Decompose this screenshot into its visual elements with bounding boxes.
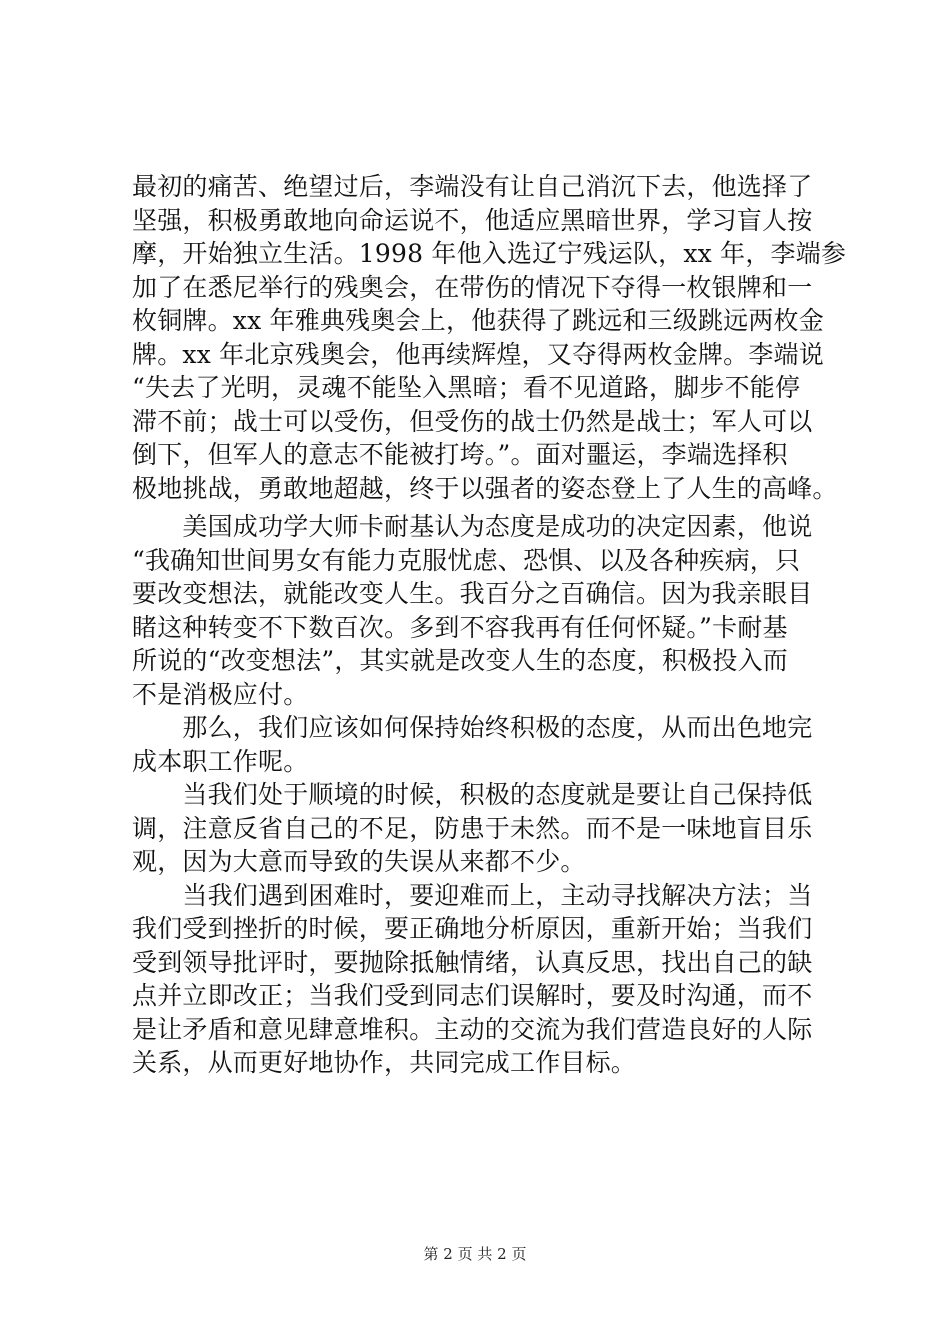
text-line: “失去了光明，灵魂不能坠入黑暗；看不见道路，脚步不能停 <box>132 373 801 402</box>
text-line: 不是消极应付。 <box>132 679 309 709</box>
text-line: 极地挑战，勇敢地超越，终于以强者的姿态登上了人生的高峰。 <box>132 473 838 503</box>
body-text <box>132 510 852 1080</box>
paragraph-4 <box>132 778 852 879</box>
text-line: “我确知世间男女有能力克服忧虑、恐惧、以及各种疾病，只 <box>132 545 801 575</box>
page-number: 第 2 页 共 2 页 <box>423 1245 527 1263</box>
text-line: 牌。xx 年北京残奥会，他再续辉煌，又夺得两枚金牌。李端说 <box>132 339 824 369</box>
text-line: 是让矛盾和意见肆意堆积。主动的交流为我们营造良好的人际 <box>132 1014 813 1044</box>
paragraph-5 <box>132 879 852 1080</box>
text-line: 坚强，积极勇敢地向命运说不，他适应黑暗世界，学习盲人按 <box>132 205 813 235</box>
text-line: 成本职工作呢。 <box>132 746 309 776</box>
text-line: 最初的痛苦、绝望过后，李端没有让自己消沉下去，他选择了 <box>132 172 813 201</box>
page-footer <box>0 1243 950 1264</box>
text-line: 要改变想法，就能改变人生。我百分之百确信。因为我亲眼目 <box>132 579 813 608</box>
text-line: 受到领导批评时，要抛除抵触情绪，认真反思，找出自己的缺 <box>132 947 813 977</box>
text-line: 点并立即改正；当我们受到同志们误解时，要及时沟通，而不 <box>132 981 813 1010</box>
text-line: 滞不前；战士可以受伤，但受伤的战士仍然是战士；军人可以 <box>132 406 813 436</box>
text-line: 所说的“改变想法”，其实就是改变人生的态度，积极投入而 <box>132 646 788 675</box>
text-line: 睹这种转变不下数百次。多到不容我再有任何怀疑。”卡耐基 <box>132 612 788 642</box>
text-line: 调，注意反省自己的不足，防患于未然。而不是一味地盲目乐 <box>132 813 813 843</box>
text-line: 摩，开始独立生活。1998 年他入选辽宁残运队，xx 年，李端参 <box>132 239 847 268</box>
text-line: 美国成功学大师卡耐基认为态度是成功的决定因素，他说 <box>132 512 813 541</box>
text-line: 那么，我们应该如何保持始终积极的态度，从而出色地完 <box>132 713 813 742</box>
text-line: 我们受到挫折的时候，要正确地分析原因，重新开始；当我们 <box>132 914 813 943</box>
text-line: 枚铜牌。xx 年雅典残奥会上，他获得了跳远和三级跳远两枚金 <box>132 306 824 335</box>
text-line: 观，因为大意而导致的失误从来都不少。 <box>132 847 586 876</box>
paragraph-3 <box>132 711 852 778</box>
text-line: 加了在悉尼举行的残奥会，在带伤的情况下夺得一枚银牌和一 <box>132 272 813 302</box>
paragraph-2 <box>132 510 852 711</box>
text-line: 当我们遇到困难时，要迎难而上，主动寻找解决方法；当 <box>132 880 813 910</box>
text-line: 关系，从而更好地协作，共同完成工作目标。 <box>132 1048 637 1077</box>
text-line: 倒下，但军人的意志不能被打垮。”。面对噩运，李端选择积 <box>132 440 788 469</box>
text-line: 当我们处于顺境的时候，积极的态度就是要让自己保持低 <box>132 780 813 809</box>
paragraph-1 <box>132 170 852 505</box>
